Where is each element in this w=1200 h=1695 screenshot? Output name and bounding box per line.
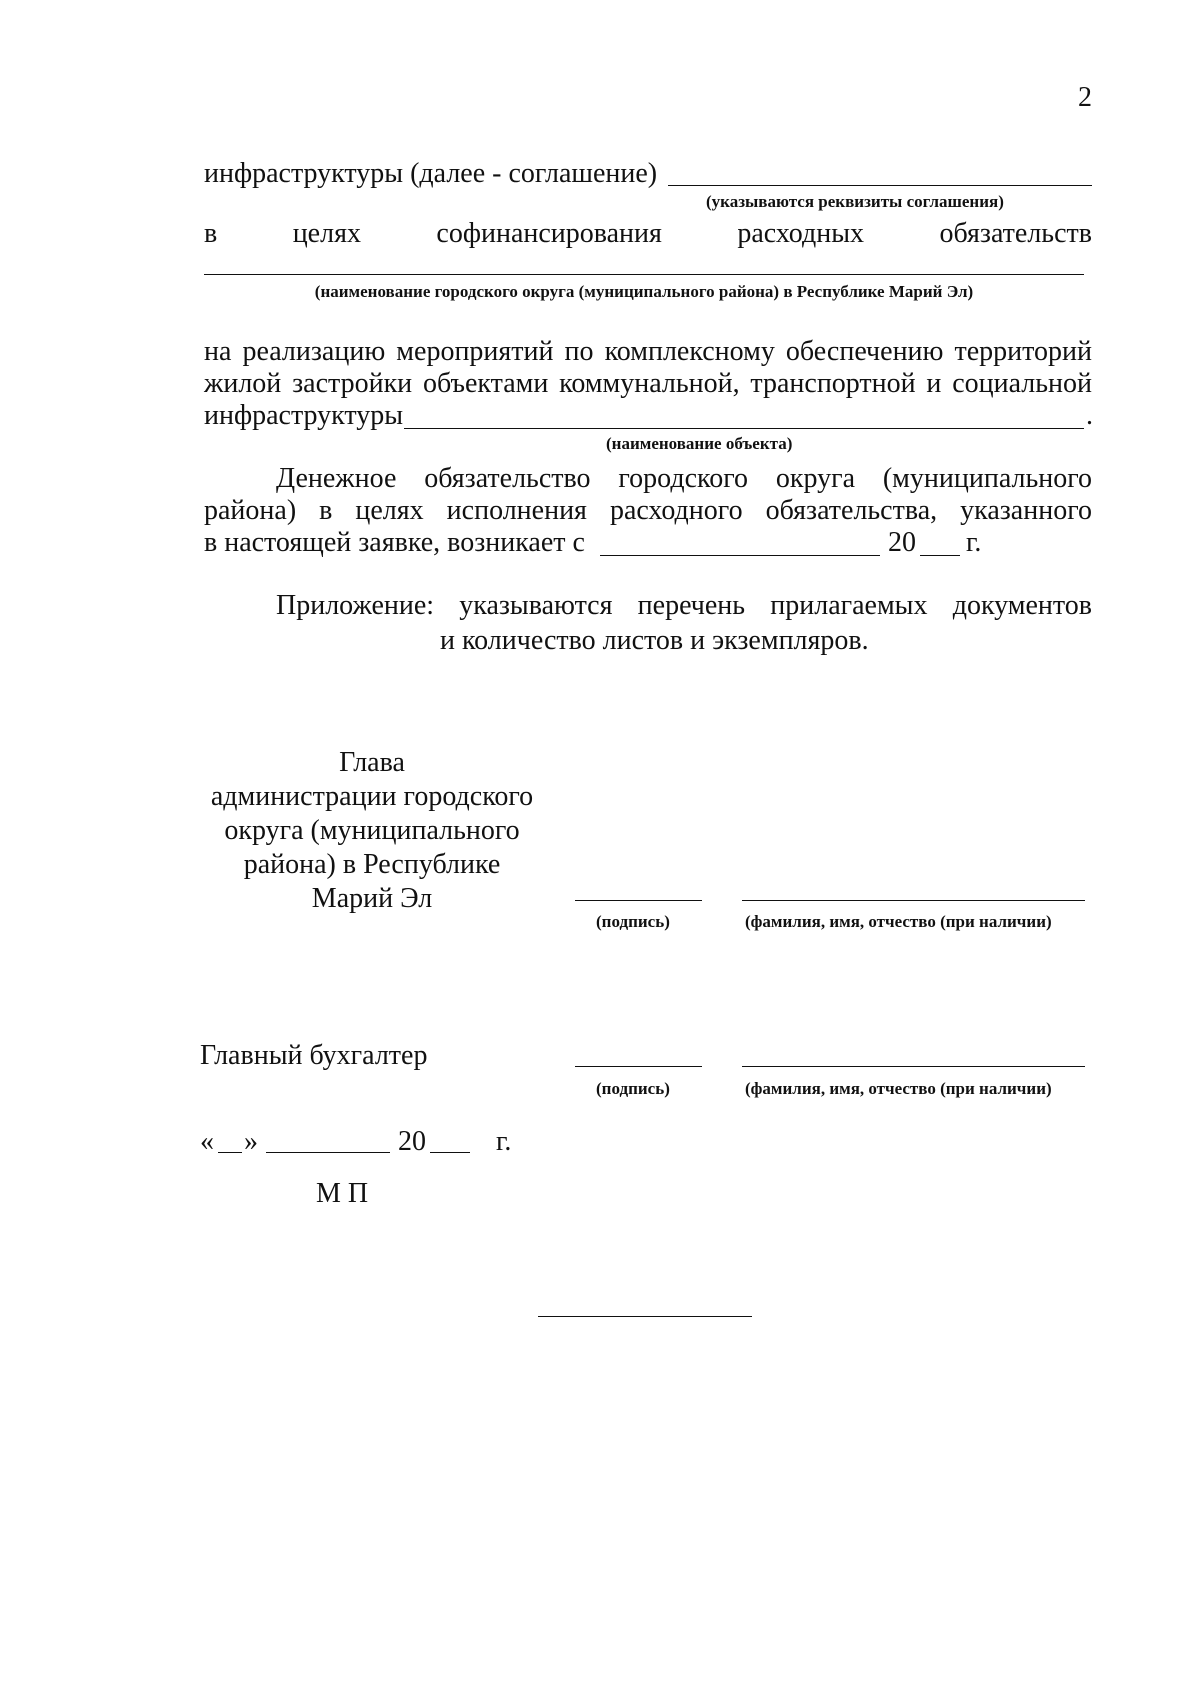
agreement-blank[interactable] bbox=[668, 185, 1092, 186]
start-date-blank[interactable] bbox=[600, 555, 880, 556]
head-title-line: Марий Эл bbox=[311, 883, 433, 914]
date-year-prefix: 20 bbox=[398, 1126, 426, 1157]
head-title-line: Глава bbox=[339, 747, 405, 778]
date-close-quote: » bbox=[244, 1126, 258, 1157]
head-title-line: администрации городского bbox=[210, 781, 534, 812]
para2-year-prefix: 20 bbox=[888, 527, 916, 558]
para1-line: на реализацию мероприятий по комплексному обеспечению территорий bbox=[204, 336, 1092, 367]
year-blank[interactable] bbox=[920, 555, 960, 556]
para1-end-period: . bbox=[1086, 400, 1093, 431]
caption-agreement: (указываются реквизиты соглашения) bbox=[706, 192, 1004, 211]
accountant-signature-blank[interactable] bbox=[575, 1066, 702, 1067]
purpose-word: расходных bbox=[737, 218, 865, 249]
head-fio-blank[interactable] bbox=[742, 900, 1085, 901]
purpose-word: софинансирования bbox=[436, 218, 662, 249]
page-number: 2 bbox=[1078, 82, 1092, 113]
para1-line: жилой застройки объектами коммунальной, транспортной и социальной bbox=[204, 368, 1092, 399]
caption-object: (наименование объекта) bbox=[606, 434, 793, 453]
purpose-word: обязательств bbox=[939, 218, 1092, 249]
para2-year-suffix: г. bbox=[966, 527, 982, 558]
date-day-blank[interactable] bbox=[218, 1152, 242, 1153]
date-year-blank[interactable] bbox=[430, 1152, 470, 1153]
purpose-line bbox=[204, 220, 1092, 248]
purpose-word: в bbox=[204, 218, 218, 249]
appendix-line: Приложение: указываются перечень прилагаемых документов bbox=[276, 590, 1092, 621]
para2-line: района) в целях исполнения расходного обязательства, указанного bbox=[204, 495, 1092, 526]
head-signature-blank[interactable] bbox=[575, 900, 702, 901]
head-caption-signature: (подпись) bbox=[596, 912, 670, 931]
date-year-suffix: г. bbox=[496, 1126, 512, 1157]
accountant-fio-blank[interactable] bbox=[742, 1066, 1085, 1067]
date-open-quote: « bbox=[200, 1126, 214, 1157]
head-title bbox=[204, 746, 540, 916]
closing-rule bbox=[538, 1316, 752, 1317]
appendix-line: и количество листов и экземпляров. bbox=[440, 625, 869, 656]
stamp-place: М П bbox=[316, 1178, 369, 1209]
head-title-line: района) в Республике bbox=[243, 849, 501, 880]
purpose-word: целях bbox=[292, 218, 361, 249]
caption-district: (наименование городского округа (муниципального района) в Республике Марий Эл) bbox=[314, 282, 974, 301]
head-title-line: округа (муниципального bbox=[224, 815, 520, 846]
accountant-title: Главный бухгалтер bbox=[200, 1040, 428, 1071]
district-blank[interactable] bbox=[204, 274, 1084, 275]
accountant-caption-fio: (фамилия, имя, отчество (при наличии) bbox=[745, 1079, 1052, 1098]
object-blank[interactable] bbox=[404, 428, 1084, 429]
date-month-blank[interactable] bbox=[266, 1152, 390, 1153]
para2-last-text: в настоящей заявке, возникает с bbox=[204, 527, 585, 558]
accountant-caption-signature: (подпись) bbox=[596, 1079, 670, 1098]
agreement-line-text: инфраструктуры (далее - соглашение) bbox=[204, 158, 658, 189]
head-caption-fio: (фамилия, имя, отчество (при наличии) bbox=[745, 912, 1052, 931]
para1-last-text: инфраструктуры bbox=[204, 400, 404, 431]
para2-line: Денежное обязательство городского округа (муниципального bbox=[276, 463, 1092, 494]
